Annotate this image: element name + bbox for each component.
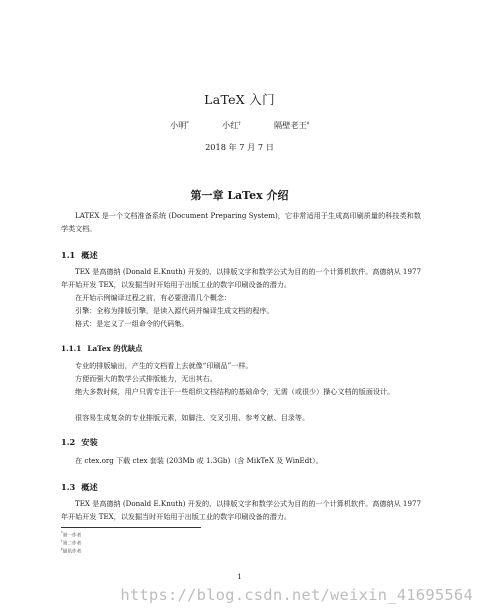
advantage-line-2: 方便而强大的数学公式排版能力，无出其右。	[75, 374, 217, 383]
footnote-mark: †	[61, 539, 63, 543]
watermark-url: https://blog.csdn.net/weixin_41695564	[120, 586, 473, 604]
author-1	[170, 120, 189, 131]
section-1-3-paragraph: TEX 是高德纳 (Donald E.Knuth) 开发的、以排版文字和数学公式为目的的一个计算机软件。高德纳从 1977 年开始开发 TEX，以发掘当时开始用于出版工业的数字印刷设备的潜力。	[61, 499, 421, 522]
section-number: 1.1	[61, 250, 76, 260]
intro-paragraph: LATEX 是一个文档准备系统 (Document Preparing System)，它非常适用于生成高印刷质量的科技类和数学类文档。	[61, 211, 421, 234]
footnote-3	[61, 545, 81, 557]
footnote-mark: *	[61, 531, 63, 535]
section-title: 安装	[81, 437, 98, 447]
document-title: LaTeX 入门	[204, 92, 275, 107]
section-number: 1.1.1	[61, 344, 82, 353]
section-number: 1.3	[61, 482, 76, 492]
section-title: 概述	[81, 250, 98, 260]
install-line: 在 ctex.org 下载 ctex 套装 (203Mb 或 1.3Gb)（含 MikTeX 及 WinEdt）。	[75, 456, 323, 465]
advantage-line-4: 很容易生成复杂的专业排版元素，如脚注、交叉引用、参考文献、目录等。	[75, 413, 310, 422]
section-title: LaTex 的优缺点	[87, 344, 143, 353]
author-name: 小明	[170, 120, 187, 130]
concept-line-1: 在开始示例编译过程之前，有必要澄清几个概念：	[75, 293, 232, 302]
author-mark: ‡	[306, 120, 310, 127]
author-mark: †	[238, 120, 241, 127]
author-3	[274, 120, 309, 131]
footnote-text: 第二作者	[62, 541, 82, 547]
concept-line-3: 格式：是定义了一组命令的代码集。	[75, 319, 189, 328]
advantage-paragraph: 绝大多数时候，用户只需专注于一些组织文档结构的基础命令，无需（或很少）操心文档的版面设计。	[75, 387, 395, 396]
footnote-text: 第一作者	[62, 533, 82, 539]
concept-line-2: 引擎：全称为排版引擎，是读入源代码并编译生成文档的程序。	[75, 306, 274, 315]
author-name: 小红	[222, 120, 239, 130]
section-number: 1.2	[61, 437, 76, 447]
section-heading-1-2	[61, 437, 98, 448]
subsection-heading-1-1-1	[61, 344, 142, 354]
footnote-mark: ‡	[61, 547, 63, 551]
author-name: 隔壁老王	[274, 120, 307, 130]
author-2	[222, 120, 241, 131]
document-date: 2018 年 7 月 7 日	[205, 142, 274, 152]
section-heading-1-3	[61, 482, 98, 493]
chapter-heading: 第一章 LaTex 介绍	[190, 189, 289, 202]
section-heading-1-1	[61, 250, 98, 261]
section-1-1-paragraph: TEX 是高德纳 (Donald E.Knuth) 开发的、以排版文字和数学公式为目的的一个计算机软件。高德纳从 1977 年开始开发 TEX，以发掘当时开始用于出版工业的数字印刷设备的潜力。	[61, 267, 421, 290]
advantage-line-1: 专业的排版输出，产生的文档看上去就像“印刷品”一样。	[75, 361, 253, 370]
footnote-rule	[61, 527, 201, 528]
author-mark: *	[186, 120, 189, 127]
footnote-text: 通讯作者	[62, 549, 82, 555]
section-title: 概述	[81, 482, 98, 492]
page-number: 1	[237, 573, 242, 581]
